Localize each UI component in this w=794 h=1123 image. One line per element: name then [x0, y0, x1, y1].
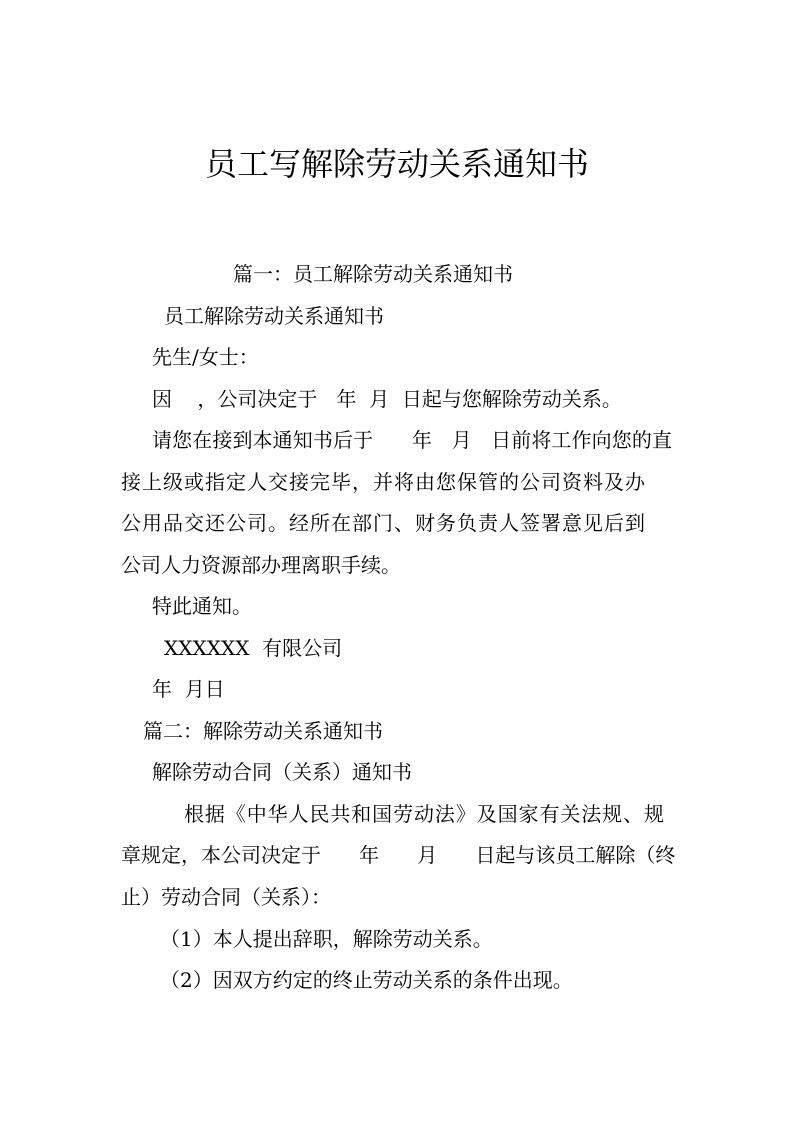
paragraph-basis-line-3: 止）劳动合同（关系）： [121, 885, 331, 909]
section-one-heading: 篇一：员工解除劳动关系通知书 [233, 262, 513, 286]
reason-item-2: （2）因双方约定的终止劳动关系的条件出现。 [160, 968, 573, 992]
document-title: 员工写解除劳动关系通知书 [204, 145, 589, 183]
notice-title-one: 员工解除劳动关系通知书 [164, 304, 384, 328]
paragraph-basis-line-2: 章规定，本公司决定于 年 月 日起与该员工解除（终 [121, 843, 676, 867]
notice-closing: 特此通知。 [152, 594, 252, 618]
reason-item-1: （1）本人提出辞职，解除劳动关系。 [160, 927, 493, 951]
notice-title-two: 解除劳动合同（关系）通知书 [152, 760, 412, 784]
company-signature: XXXXXX 有限公司 [164, 636, 343, 660]
paragraph-handover-line-3: 公用品交还公司。经所在部门、财务负责人签署意见后到 [121, 511, 645, 535]
signature-date: 年 月日 [152, 677, 225, 701]
salutation: 先生/女士： [152, 345, 259, 369]
paragraph-basis-line-1: 根据《中华人民共和国劳动法》及国家有关法规、规 [184, 802, 664, 826]
paragraph-handover-line-2: 接上级或指定人交接完毕，并将由您保管的公司资料及办 [121, 470, 645, 494]
paragraph-handover-line-4: 公司人力资源部办理离职手续。 [121, 553, 401, 577]
section-two-heading: 篇二：解除劳动关系通知书 [143, 719, 383, 743]
paragraph-handover-line-1: 请您在接到本通知书后于 年 月 日前将工作向您的直 [152, 428, 672, 452]
paragraph-decision: 因 ，公司决定于 年 月 日起与您解除劳动关系。 [152, 387, 622, 411]
